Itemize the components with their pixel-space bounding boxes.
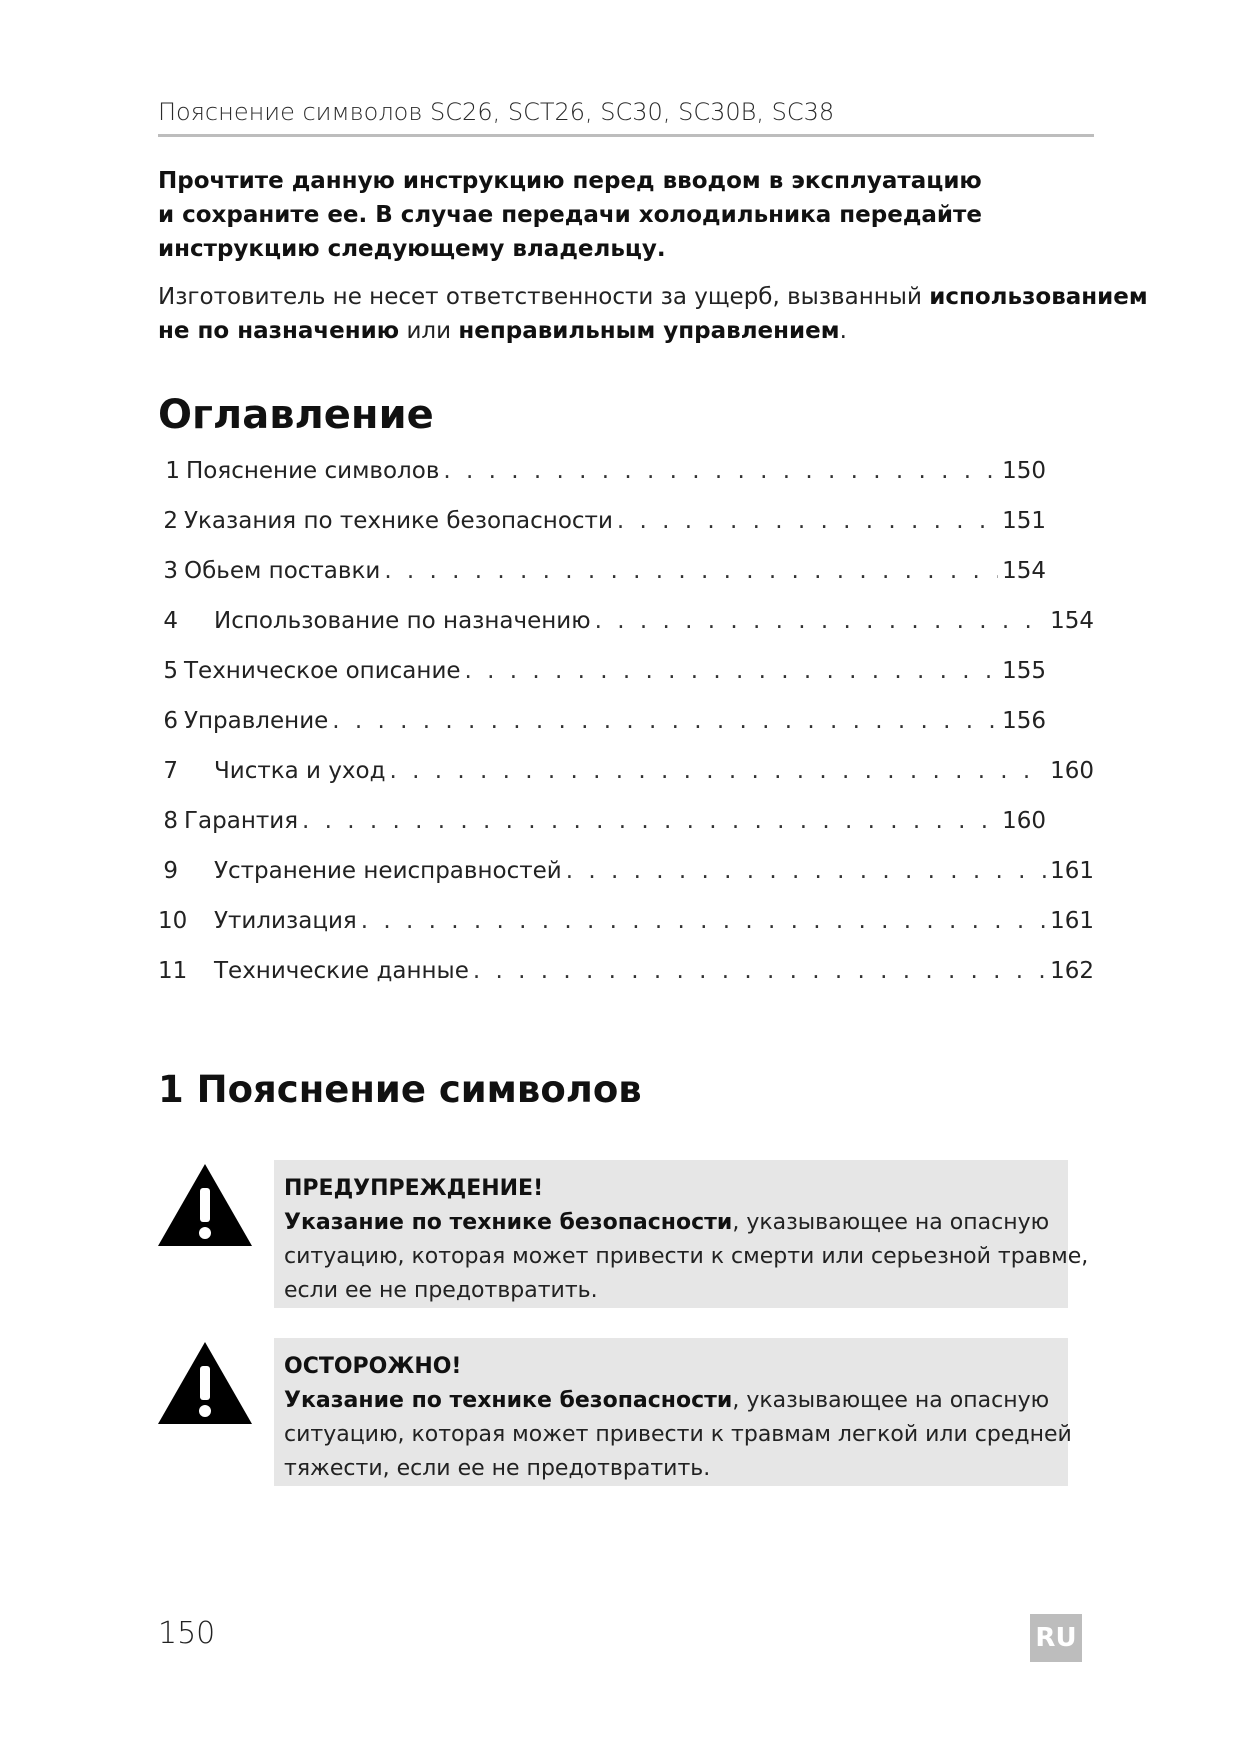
language-badge: RU — [1030, 1614, 1082, 1662]
toc-item-title: Техническое описание — [184, 658, 461, 684]
notice-line-3: тяжести, если ее не предотвратить. — [284, 1456, 711, 1481]
notice-line-1 — [284, 1206, 1058, 1240]
warning-triangle-icon — [156, 1162, 254, 1248]
toc-item[interactable] — [158, 458, 1046, 492]
running-header: Пояснение символов SC26, SCT26, SC30, SC30B, SC38 — [158, 98, 1094, 137]
toc-leader-dots — [566, 858, 1046, 884]
liability-text-end: . — [839, 318, 847, 344]
liability-bold-2: не по назначению — [158, 318, 400, 344]
toc-item-page: 156 — [1002, 708, 1046, 734]
toc-item-page: 160 — [1002, 808, 1046, 834]
toc-item-title: Управление — [184, 708, 329, 734]
toc-item[interactable] — [158, 908, 1094, 942]
toc-item-page: 162 — [1050, 958, 1094, 984]
toc-item-page: 155 — [1002, 658, 1046, 684]
toc-leader-dots — [465, 658, 999, 684]
liability-bold-3: неправильным управлением — [458, 318, 840, 344]
toc-item[interactable] — [158, 708, 1046, 742]
notice-line-1-rest: , указывающее на опасную — [732, 1388, 1050, 1413]
liability-line-1 — [158, 280, 1148, 314]
toc-item-page: 161 — [1050, 858, 1094, 884]
toc-item[interactable] — [158, 958, 1094, 992]
caution-notice — [274, 1338, 1072, 1486]
liability-notice — [158, 280, 1148, 348]
toc-item-number: 9 — [163, 858, 178, 884]
toc-leader-dots — [302, 808, 998, 834]
notice-line-1-rest: , указывающее на опасную — [732, 1210, 1050, 1235]
toc-leader-dots — [361, 908, 1046, 934]
toc-item-page: 151 — [1002, 508, 1046, 534]
liability-text-2: или — [399, 318, 459, 344]
toc-item-number: 7 — [163, 758, 178, 784]
toc-item[interactable] — [158, 808, 1046, 842]
toc-leader-dots — [443, 458, 998, 484]
toc-item-page: 154 — [1050, 608, 1094, 634]
notice-title: ПРЕДУПРЕЖДЕНИЕ! — [284, 1176, 544, 1201]
notice-line-2: ситуацию, которая может привести к травмам легкой или средней — [284, 1422, 1072, 1447]
read-instructions-notice — [158, 164, 1094, 266]
toc-leader-dots — [595, 608, 1046, 634]
toc-item-number: 3 — [163, 558, 178, 584]
intro-line-1: Прочтите данную инструкцию перед вводом в эксплуатацию — [158, 168, 982, 194]
toc-item-number: 6 — [163, 708, 178, 734]
toc-item-number: 10 — [158, 908, 188, 934]
liability-text-1: Изготовитель не несет ответственности за ущерб, вызванный — [158, 284, 930, 310]
toc-leader-dots — [332, 708, 998, 734]
toc-item-title: Гарантия — [184, 808, 299, 834]
toc-item-number: 11 — [158, 958, 188, 984]
toc-item[interactable] — [158, 658, 1046, 692]
toc-item-title: Устранение неисправностей — [214, 858, 562, 884]
liability-bold-1: использованием — [929, 284, 1148, 310]
toc-item-page: 161 — [1050, 908, 1094, 934]
toc-item-page: 160 — [1050, 758, 1094, 784]
toc-item[interactable] — [158, 858, 1094, 892]
toc-item[interactable] — [158, 608, 1094, 642]
toc-item[interactable] — [158, 558, 1046, 592]
toc-leader-dots — [384, 558, 998, 584]
notice-title: ОСТОРОЖНО! — [284, 1354, 462, 1379]
toc-item-number: 1 — [165, 458, 180, 484]
toc-item-title: Технические данные — [214, 958, 469, 984]
intro-line-3: инструкцию следующему владельцу. — [158, 236, 666, 262]
toc-item-page: 154 — [1002, 558, 1046, 584]
toc-item-title: Пояснение символов — [186, 458, 440, 484]
toc-item[interactable] — [158, 508, 1046, 542]
toc-item-title: Указания по технике безопасности — [184, 508, 613, 534]
warning-notice — [274, 1160, 1089, 1308]
toc-item-number: 8 — [163, 808, 178, 834]
caution-triangle-icon — [156, 1340, 254, 1426]
toc-item[interactable] — [158, 758, 1094, 792]
toc-item-number: 5 — [163, 658, 178, 684]
toc-leader-dots — [390, 758, 1047, 784]
toc-leader-dots — [617, 508, 998, 534]
notice-line-3: если ее не предотвратить. — [284, 1278, 598, 1303]
toc-item-number: 2 — [163, 508, 178, 534]
toc-leader-dots — [473, 958, 1046, 984]
section-heading: 1 Пояснение символов — [158, 1068, 642, 1111]
toc-item-title: Утилизация — [214, 908, 357, 934]
toc-item-title: Обьем поставки — [184, 558, 381, 584]
toc-item-title: Использование по назначению — [214, 608, 591, 634]
page-number: 150 — [158, 1616, 216, 1651]
notice-bold-lead: Указание по технике безопасности — [284, 1388, 733, 1413]
toc-item-page: 150 — [1002, 458, 1046, 484]
notice-line-2: ситуацию, которая может привести к смерти или серьезной травме, — [284, 1244, 1089, 1269]
toc-item-title: Чистка и уход — [214, 758, 386, 784]
toc-item-number: 4 — [163, 608, 178, 634]
notice-bold-lead: Указание по технике безопасности — [284, 1210, 733, 1235]
liability-line-2 — [158, 314, 1094, 348]
intro-line-2: и сохраните ее. В случае передачи холодильника передайте — [158, 202, 982, 228]
toc-heading: Оглавление — [158, 392, 434, 438]
notice-line-1 — [284, 1384, 1058, 1418]
